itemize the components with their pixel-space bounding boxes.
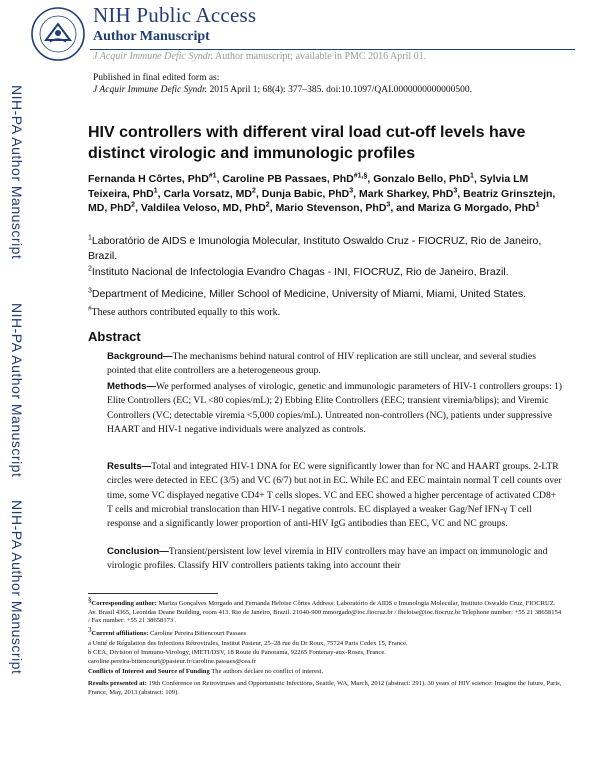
current-affiliation-note xyxy=(88,626,563,639)
corresponding-author-note xyxy=(88,596,563,626)
side-label-middle: NIH-PA Author Manuscript xyxy=(9,303,25,478)
author-sup: 3 xyxy=(453,187,458,194)
abstract-heading: Abstract xyxy=(88,329,141,344)
affiliation-3 xyxy=(88,287,558,302)
conclusion-text: Transient/persistent low level viremia in HIV controllers may have an impact on immunologic and virologic profiles. Classify HIV controllers patients taking into account their xyxy=(107,546,548,572)
affiliation-text: Laboratório de AIDS e Imunologia Molecular, Instituto Oswaldo Cruz - FIOCRUZ, Rio de Janeiro, Brazil. xyxy=(88,235,542,262)
current-affiliation-b: b CEA, Division of Immuno-Virology, iMETI/DSV, 18 Route du Panorama, 92265 Fontenay-aux-Roses, France. xyxy=(88,649,386,656)
author-sup: 1 xyxy=(535,201,540,209)
curr-label: Current affiliations: xyxy=(91,630,149,638)
abstract-results xyxy=(107,460,563,531)
availability-line xyxy=(93,51,426,62)
author-sup: 1 xyxy=(153,187,158,194)
affiliation-text: Instituto Nacional de Infectologia Evandro Chagas - INI, FIOCRUZ, Rio de Janeiro, Brazil. xyxy=(91,266,509,278)
public-access-title: NIH Public Access xyxy=(93,3,257,27)
author-sup: #1,§ xyxy=(353,172,368,180)
author-name: Fernanda H Côrtes, PhD xyxy=(88,173,209,185)
methods-text: We performed analyses of virologic, genetic and immunologic parameters of HIV-1 controllers groups: 1) Elite Controllers (EC; VL <80 copies/mL); 2) Ebbing Elite Controllers (EEC; transient viremia/blips); and Viremic Controllers (VC; detectable viremia <5,000 copies/mL). Untreated non-controllers (NC), patients under suppressive HAART and HIV-1 negative individuals were analyzed as controls. xyxy=(107,381,563,435)
author-name: Beatriz Grinsztejn, MD, PhD xyxy=(88,187,556,214)
background-label: Background— xyxy=(107,351,173,362)
curr-symbol: 3 xyxy=(88,626,92,634)
conflicts-note xyxy=(88,668,563,677)
affiliation-num: 1 xyxy=(88,234,92,242)
background-text: The mechanisms behind natural control of HIV replication are still unclear, and several studies pointed that elite controllers are a heterogeneous group. xyxy=(107,351,536,377)
citation-details: 2015 April 1; 68(4): 377–385. doi:10.1097/QAI.0000000000000500. xyxy=(209,85,473,95)
affiliation-2 xyxy=(88,265,558,280)
results-label: Results— xyxy=(107,461,152,472)
author-sup: 2 xyxy=(131,201,136,209)
equal-symbol: # xyxy=(88,304,92,313)
current-affiliation-email: caroline.pereira-bittencourt@pasteur.fr/caroline.passaes@cea.fr xyxy=(88,658,257,665)
author-sup: 3 xyxy=(386,201,391,209)
abstract-background xyxy=(107,350,563,379)
header-divider xyxy=(90,49,575,50)
author-name: Mario Stevenson, PhD xyxy=(275,202,387,214)
affiliation-num: 3 xyxy=(88,287,92,295)
results-presented-text: 19th Conference on Retroviruses and Opportunistic Infections, Seattle, WA, March, 2012 (abstract: 291). 30 years of HIV science: Imagine the future, Paris, France, May, 2013 (abstract: 109). xyxy=(88,680,562,696)
abstract-methods xyxy=(107,380,563,437)
author-name: Valdilea Veloso, MD, PhD xyxy=(140,202,266,214)
published-label: Published in final edited form as: xyxy=(93,73,220,83)
conflicts-text: The authors declare no conflict of interest. xyxy=(211,668,324,675)
equal-contribution-note xyxy=(88,304,558,318)
author-name: Mariza G Morgado, PhD xyxy=(417,202,536,214)
footnote-divider xyxy=(88,593,218,594)
results-text: Total and integrated HIV-1 DNA for EC were significantly lower than for NC and HAART groups. 2-LTR circles were detected in EEC (3/5) and VC (6/7) but not in EC. While EC and EEC maintain normal T cell counts over time, some VC displayed negative CD4+ T cells slopes. VC and EEC showed a higher percentage of activated CD8+ T cells and microbial translocation than HIV-1 negative controls. EC displayed a weaker Gag/Nef IFN-γ T cell response and a significantly lower proportion of anti-HIV IgG antibodies than EEC, VC and NC groups. xyxy=(107,461,562,530)
author-sup: #1 xyxy=(208,172,217,180)
conclusion-label: Conclusion— xyxy=(107,546,169,557)
author-list: Fernanda H Côrtes, PhD$^{\#1}$, Caroline PB Passaes, PhD$^{\#1,\S}$, Gonzalo Bello, PhD$^1$, Sylvia LM Teixeira, PhD$^1$, Carla Vorsatz, $MD^2$, Dunja Babic, PhD$^3$, Mark Sharkey, PhD$^3$, Beatriz Grinsztejn, MD, PhD$^2$, Valdilea Veloso, MD, PhD$^2$, Mario Stevenson, PhD$^3$, and Mariza G Morgado, PhD$^1$ xyxy=(88,172,556,214)
methods-label: Methods— xyxy=(107,381,157,392)
author-sup: 3 xyxy=(349,187,354,194)
author-name: Sylvia LM Teixeira, PhD xyxy=(88,173,529,200)
author-name: Caroline PB Passaes, PhD xyxy=(222,173,354,185)
corr-label: Corresponding author: xyxy=(91,600,157,608)
side-label-bottom: NIH-PA Author Manuscript xyxy=(9,500,25,675)
author-name: Carla Vorsatz, MD xyxy=(163,187,252,200)
results-presented-note xyxy=(88,680,563,697)
equal-text: These authors contributed equally to this work. xyxy=(91,307,281,318)
author-manuscript-label: Author Manuscript xyxy=(93,29,210,44)
author-name: Dunja Babic, PhD xyxy=(261,187,350,200)
author-sup: 1 xyxy=(470,172,474,180)
affiliation-text: Department of Medicine, Miller School of Medicine, University of Miami, Miami, United States. xyxy=(91,288,527,300)
side-label-top: NIH-PA Author Manuscript xyxy=(9,85,25,260)
published-journal: J Acquir Immune Defic Syndr. xyxy=(93,85,208,95)
affiliation-1 xyxy=(88,234,558,263)
availability-text: Author manuscript; available in PMC 2016 April 01. xyxy=(215,51,427,62)
corr-text: Mariza Gonçalves Morgado and Fernanda Heloise Côrtes Address: Laboratório de AIDS e Imunologia Molecular, Instituto Oswaldo Cruz, FIOCRUZ. Av. Brasil 4365, Leonidas Deane Building, room 413. Rio de Janeiro, Brazil. 21040-900 mmorgado@ioc.fiocruz.br / fheloise@ioc.fiocruz.br Telephone number: +55 21 38658154 / Fax number: +55 21 38658173 . xyxy=(88,600,562,625)
conflicts-label: Conflicts of Interest and Source of Funding xyxy=(88,668,210,675)
abstract-conclusion xyxy=(107,545,563,574)
affiliation-num: 2 xyxy=(88,265,92,273)
corr-symbol: § xyxy=(88,596,92,604)
author-name: Gonzalo Bello, PhD xyxy=(373,173,471,185)
article-title: HIV controllers with different viral load cut-off levels have distinct virologic and immunologic profiles xyxy=(88,124,526,162)
author-name: Mark Sharkey, PhD xyxy=(359,187,454,200)
published-citation xyxy=(93,85,472,95)
journal-abbrev: J Acquir Immune Defic Syndr. xyxy=(93,51,214,62)
curr-text: Caroline Pereira Bittencourt Passaes xyxy=(150,630,247,638)
results-presented-label: Results presented at: xyxy=(88,680,147,687)
author-sup: 2 xyxy=(265,201,270,209)
current-affiliation-a: a Unité de Régulation des Infections Rétrovirales, Institut Pasteur, 25–28 rue du Dr Roux, 75724 Paris Cedex 15, France. xyxy=(88,640,408,647)
author-sup: 2 xyxy=(252,187,256,194)
nih-seal-logo xyxy=(30,6,86,62)
